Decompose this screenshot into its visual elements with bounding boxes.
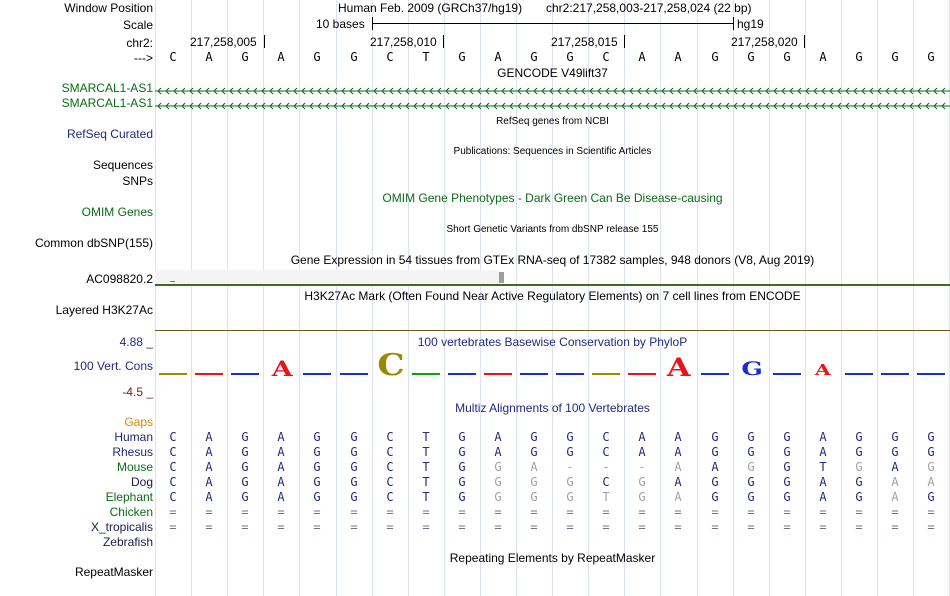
dbsnp-track-label[interactable]: Common dbSNP(155) <box>34 236 153 250</box>
coord-label: 217,258,010 <box>370 35 437 49</box>
aligned-base: = <box>494 505 502 519</box>
aligned-base: = <box>783 505 791 519</box>
aligned-base: G <box>855 490 863 504</box>
aligned-base: A <box>674 490 682 504</box>
gencode-track-title[interactable]: GENCODE V49lift37 <box>497 66 608 80</box>
aligned-base: C <box>386 430 394 444</box>
aligned-base: = <box>205 505 213 519</box>
phylop-flat-bar <box>917 373 945 375</box>
aligned-base: G <box>927 445 935 459</box>
aligned-base: G <box>783 460 791 474</box>
aligned-base: - <box>638 460 646 474</box>
aligned-base: A <box>891 460 899 474</box>
aligned-base: C <box>169 475 177 489</box>
aligned-base: G <box>350 475 358 489</box>
reference-base: C <box>602 50 610 64</box>
gtex-track-label[interactable]: AC098820.2 <box>86 272 153 286</box>
aligned-base: G <box>747 430 755 444</box>
aligned-base: C <box>169 430 177 444</box>
aligned-base: A <box>891 490 899 504</box>
reference-base: G <box>747 50 755 64</box>
aligned-base: G <box>747 490 755 504</box>
species-sequence-row <box>155 520 950 534</box>
assembly-text: Human Feb. 2009 (GRCh37/hg19) <box>338 1 523 15</box>
species-sequence-row <box>155 460 950 474</box>
aligned-base: G <box>783 430 791 444</box>
phylop-flat-bar <box>556 373 584 375</box>
aligned-base: = <box>566 505 574 519</box>
phylop-flat-bar <box>231 373 259 375</box>
drag-handle[interactable] <box>499 272 504 283</box>
aligned-base: G <box>711 475 719 489</box>
aligned-base: = <box>169 520 177 534</box>
aligned-base: = <box>638 505 646 519</box>
aligned-base: = <box>169 505 177 519</box>
phylop-track-title[interactable]: 100 vertebrates Basewise Conservation by PhyloP <box>417 335 688 349</box>
aligned-base: = <box>674 520 682 534</box>
aligned-base: = <box>602 520 610 534</box>
h3k27ac-track-title[interactable]: H3K27Ac Mark (Often Found Near Active Regulatory Elements) on 7 cell lines from ENCODE <box>304 289 801 303</box>
aligned-base: G <box>711 445 719 459</box>
aligned-base: = <box>277 520 285 534</box>
phylop-flat-bar <box>484 373 512 375</box>
aligned-base: C <box>602 430 610 444</box>
aligned-base: = <box>711 505 719 519</box>
species-label[interactable]: Dog <box>130 475 153 489</box>
aligned-base: = <box>422 520 430 534</box>
aligned-base: - <box>602 460 610 474</box>
aligned-base: = <box>530 520 538 534</box>
aligned-base: T <box>422 460 430 474</box>
aligned-base: G <box>241 490 249 504</box>
aligned-base: T <box>422 445 430 459</box>
repeatmasker-track-title[interactable]: Repeating Elements by RepeatMasker <box>449 551 656 565</box>
aligned-base: A <box>638 445 646 459</box>
species-label[interactable]: Elephant <box>105 490 153 504</box>
aligned-base: A <box>205 430 213 444</box>
scale-bar-right-tick <box>733 17 734 30</box>
aligned-base: = <box>494 520 502 534</box>
aligned-base: = <box>891 520 899 534</box>
gaps-label: Gaps <box>124 415 153 429</box>
aligned-base: G <box>313 430 321 444</box>
reference-base: A <box>819 50 827 64</box>
publications-track-title[interactable]: Publications: Sequences in Scientific Articles <box>453 146 652 157</box>
aligned-base: G <box>783 475 791 489</box>
aligned-base: = <box>855 505 863 519</box>
aligned-base: A <box>819 475 827 489</box>
refseq-track-title[interactable]: RefSeq genes from NCBI <box>496 116 609 127</box>
aligned-base: T <box>602 490 610 504</box>
gene-strand-1[interactable] <box>155 83 950 93</box>
coord-tick <box>443 35 444 48</box>
aligned-base: G <box>458 445 466 459</box>
aligned-base: A <box>277 430 285 444</box>
coord-tick <box>264 35 265 48</box>
phylop-flat-bar <box>520 373 548 375</box>
reference-base: G <box>783 50 791 64</box>
aligned-base: G <box>350 490 358 504</box>
aligned-base: = <box>711 520 719 534</box>
aligned-base: = <box>783 520 791 534</box>
gtex-track-title[interactable]: Gene Expression in 54 tissues from GTEx RNA-seq of 17382 samples, 948 donors (V8, Aug 2019) <box>290 253 815 267</box>
aligned-base: G <box>313 475 321 489</box>
aligned-base: G <box>313 490 321 504</box>
species-label[interactable]: Mouse <box>116 460 153 474</box>
reference-base: G <box>313 50 321 64</box>
species-sequence-row <box>155 430 950 444</box>
aligned-base: G <box>711 490 719 504</box>
aligned-base: G <box>530 445 538 459</box>
species-label[interactable]: Human <box>114 430 153 444</box>
snps-track-label[interactable]: SNPs <box>122 174 153 188</box>
aligned-base: G <box>458 490 466 504</box>
reference-base: G <box>566 50 574 64</box>
dbsnp-track-title[interactable]: Short Genetic Variants from dbSNP release 155 <box>446 224 659 235</box>
aligned-base: A <box>205 460 213 474</box>
aligned-base: G <box>747 475 755 489</box>
reference-base: A <box>494 50 502 64</box>
phylop-flat-bar <box>159 373 187 375</box>
reference-base: A <box>638 50 646 64</box>
aligned-base: = <box>386 505 394 519</box>
aligned-base: C <box>169 490 177 504</box>
aligned-base: C <box>386 490 394 504</box>
aligned-base: A <box>891 475 899 489</box>
aligned-base: A <box>205 445 213 459</box>
reference-base: G <box>241 50 249 64</box>
aligned-base: A <box>674 475 682 489</box>
aligned-base: C <box>169 460 177 474</box>
scale-label: Scale <box>122 18 153 32</box>
phylop-flat-bar <box>340 373 368 375</box>
phylop-flat-bar <box>628 373 656 375</box>
coord-tick <box>624 35 625 48</box>
aligned-base: A <box>638 430 646 444</box>
phylop-flat-bar <box>845 373 873 375</box>
aligned-base: = <box>277 505 285 519</box>
phylop-min-label: -4.5 _ <box>122 385 153 399</box>
aligned-base: A <box>711 460 719 474</box>
aligned-base: G <box>783 445 791 459</box>
aligned-base: = <box>313 520 321 534</box>
reference-base: G <box>711 50 719 64</box>
aligned-base: G <box>747 445 755 459</box>
phylop-flat-bar <box>701 373 729 375</box>
aligned-base: G <box>711 430 719 444</box>
reference-base: G <box>530 50 538 64</box>
aligned-base: G <box>855 475 863 489</box>
phylop-logo-letter: A <box>666 353 691 382</box>
species-label[interactable]: X_tropicalis <box>90 520 153 534</box>
aligned-base: T <box>819 460 827 474</box>
aligned-base: = <box>927 520 935 534</box>
omim-track-title[interactable]: OMIM Gene Phenotypes - Dark Green Can Be Disease-causing <box>382 191 723 205</box>
phylop-flat-bar <box>303 373 331 375</box>
strand-label: ---> <box>134 51 153 65</box>
phylop-logo-letter: G <box>741 358 763 380</box>
aligned-base: = <box>422 505 430 519</box>
aligned-base: G <box>241 445 249 459</box>
sequences-track-label[interactable]: Sequences <box>92 158 153 172</box>
scale-bar <box>372 23 733 24</box>
phylop-track-label[interactable]: 100 Vert. Cons <box>73 359 153 373</box>
aligned-base: A <box>205 490 213 504</box>
gene-strand-2[interactable] <box>155 98 950 108</box>
aligned-base: G <box>855 445 863 459</box>
aligned-base: T <box>422 490 430 504</box>
aligned-base: C <box>169 445 177 459</box>
gene-label-1[interactable]: SMARCAL1-AS1 <box>61 81 153 95</box>
coord-label: 217,258,020 <box>731 35 798 49</box>
aligned-base: G <box>927 460 935 474</box>
reference-base: C <box>386 50 394 64</box>
aligned-base: = <box>566 520 574 534</box>
phylop-flat-bar <box>412 373 440 375</box>
reference-base: C <box>169 50 177 64</box>
aligned-base: G <box>241 460 249 474</box>
aligned-base: G <box>350 460 358 474</box>
aligned-base: G <box>350 430 358 444</box>
gene-label-2[interactable]: SMARCAL1-AS1 <box>61 96 153 110</box>
aligned-base: A <box>277 460 285 474</box>
aligned-base: G <box>458 460 466 474</box>
aligned-base: C <box>386 475 394 489</box>
phylop-flat-bar <box>592 373 620 375</box>
aligned-base: G <box>927 490 935 504</box>
aligned-base: = <box>205 520 213 534</box>
aligned-base: G <box>638 475 646 489</box>
species-label[interactable]: Rhesus <box>112 445 153 459</box>
aligned-base: G <box>241 430 249 444</box>
scale-bar-text: 10 bases <box>316 17 365 31</box>
gene-strand-svg <box>155 101 950 111</box>
aligned-base: G <box>566 445 574 459</box>
aligned-base: G <box>566 430 574 444</box>
coord-tick <box>804 35 805 48</box>
phylop-max-label: 4.88 _ <box>119 335 153 349</box>
aligned-base: A <box>205 475 213 489</box>
region-text: chr2:217,258,003-217,258,024 (22 bp) <box>546 1 752 15</box>
aligned-base: G <box>494 460 502 474</box>
phylop-flat-bar <box>773 373 801 375</box>
phylop-flat-bar <box>448 373 476 375</box>
aligned-base: = <box>386 520 394 534</box>
aligned-base: = <box>313 505 321 519</box>
aligned-base: A <box>927 475 935 489</box>
phylop-logo-letter: C <box>377 348 405 383</box>
aligned-base: G <box>350 445 358 459</box>
aligned-base: G <box>313 460 321 474</box>
aligned-base: A <box>674 460 682 474</box>
aligned-base: = <box>350 505 358 519</box>
coord-label: 217,258,015 <box>551 35 618 49</box>
aligned-base: = <box>927 505 935 519</box>
aligned-base: C <box>602 445 610 459</box>
h3k27ac-baseline <box>155 330 950 331</box>
aligned-base: C <box>602 475 610 489</box>
aligned-base: G <box>530 490 538 504</box>
aligned-base: = <box>350 520 358 534</box>
reference-base: A <box>674 50 682 64</box>
reference-base: G <box>350 50 358 64</box>
window-position-label: Window Position <box>64 1 153 15</box>
aligned-base: G <box>458 475 466 489</box>
aligned-base: A <box>277 445 285 459</box>
aligned-base: = <box>638 520 646 534</box>
species-sequence-row <box>155 535 950 549</box>
aligned-base: G <box>566 490 574 504</box>
multiz-track-title[interactable]: Multiz Alignments of 100 Vertebrates <box>455 401 650 415</box>
aligned-base: = <box>891 505 899 519</box>
h3k27ac-track-label[interactable]: Layered H3K27Ac <box>55 303 153 317</box>
aligned-base: = <box>819 505 827 519</box>
gene-strand-svg <box>155 86 950 96</box>
reference-base: G <box>458 50 466 64</box>
aligned-base: G <box>458 430 466 444</box>
aligned-base: C <box>386 445 394 459</box>
aligned-base: = <box>747 520 755 534</box>
aligned-base: = <box>530 505 538 519</box>
aligned-base: A <box>530 460 538 474</box>
aligned-base: A <box>819 445 827 459</box>
phylop-flat-bar <box>881 373 909 375</box>
aligned-base: = <box>747 505 755 519</box>
aligned-base: A <box>494 445 502 459</box>
aligned-base: = <box>819 520 827 534</box>
repeatmasker-track-label[interactable]: RepeatMasker <box>74 565 153 579</box>
aligned-base: = <box>241 520 249 534</box>
omim-track-label[interactable]: OMIM Genes <box>81 205 153 219</box>
species-sequence-row <box>155 490 950 504</box>
aligned-base: T <box>422 430 430 444</box>
species-label[interactable]: Zebrafish <box>102 535 153 549</box>
species-sequence-row <box>155 445 950 459</box>
aligned-base: T <box>422 475 430 489</box>
aligned-base: = <box>241 505 249 519</box>
aligned-base: = <box>855 520 863 534</box>
species-sequence-row <box>155 475 950 489</box>
aligned-base: = <box>602 505 610 519</box>
reference-base: A <box>277 50 285 64</box>
reference-sequence <box>155 50 950 64</box>
refseq-track-label[interactable]: RefSeq Curated <box>66 127 153 141</box>
reference-base: G <box>855 50 863 64</box>
aligned-base: G <box>566 475 574 489</box>
aligned-base: A <box>819 430 827 444</box>
aligned-base: G <box>927 430 935 444</box>
aligned-base: G <box>530 430 538 444</box>
aligned-base: G <box>783 490 791 504</box>
gtex-gene-bar[interactable] <box>155 270 500 284</box>
aligned-base: G <box>747 460 755 474</box>
gtex-divider <box>155 284 950 286</box>
species-label[interactable]: Chicken <box>109 505 153 519</box>
aligned-base: - <box>566 460 574 474</box>
phylop-flat-bar <box>195 373 223 375</box>
aligned-base: G <box>891 445 899 459</box>
coord-label: 217,258,005 <box>190 35 257 49</box>
phylop-logo-area[interactable] <box>155 348 950 383</box>
phylop-logo-letter: A <box>814 361 831 379</box>
aligned-base: G <box>638 490 646 504</box>
aligned-base: = <box>458 505 466 519</box>
aligned-base: A <box>277 490 285 504</box>
species-sequence-row <box>155 505 950 519</box>
aligned-base: A <box>494 430 502 444</box>
reference-base: G <box>927 50 935 64</box>
aligned-base: G <box>530 475 538 489</box>
aligned-base: G <box>494 475 502 489</box>
aligned-base: G <box>855 430 863 444</box>
phylop-logo-letter: A <box>271 356 293 381</box>
aligned-base: A <box>819 490 827 504</box>
aligned-base: = <box>458 520 466 534</box>
aligned-base: A <box>674 430 682 444</box>
reference-base: A <box>205 50 213 64</box>
aligned-base: C <box>386 460 394 474</box>
aligned-base: A <box>674 445 682 459</box>
aligned-base: A <box>277 475 285 489</box>
aligned-base: G <box>241 475 249 489</box>
aligned-base: G <box>891 430 899 444</box>
aligned-base: = <box>674 505 682 519</box>
gtex-bar-mark <box>170 281 175 282</box>
chrom-label: chr2: <box>126 36 153 50</box>
aligned-base: G <box>313 445 321 459</box>
aligned-base: G <box>494 490 502 504</box>
reference-base: G <box>891 50 899 64</box>
aligned-base: G <box>855 460 863 474</box>
scale-db-text: hg19 <box>737 17 764 31</box>
reference-base: T <box>422 50 430 64</box>
